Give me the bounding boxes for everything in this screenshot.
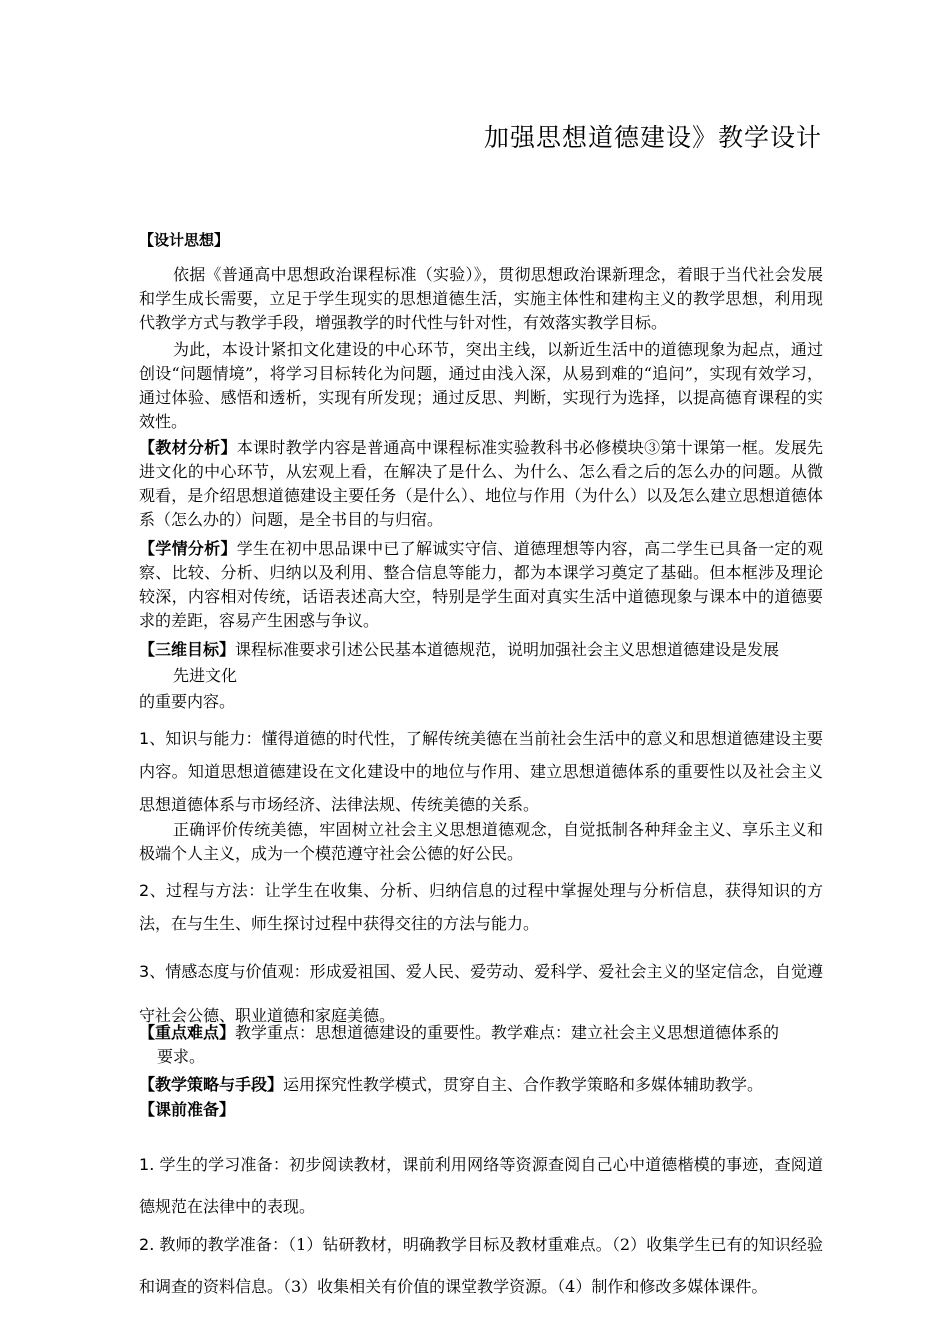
prep-heading-label: 【课前准备】 xyxy=(139,1100,236,1119)
keypoints-continuation: 要求。 xyxy=(157,1047,206,1066)
goal-process xyxy=(139,874,823,940)
goal-1-number: 1 xyxy=(139,729,150,748)
goal-2-number: 2 xyxy=(139,881,150,900)
goal-3-number: 3 xyxy=(139,962,150,981)
goal-1-text: 、知识与能力：懂得道德的时代性，了解传统美德在当前社会生活中的意义和思想道德建设主要内容。知道思想道德建设在文化建设中的地位与作用、建立思想道德体系的重要性以及社会主义思想道德体系与市场经济、法律法规、传统美德的关系。 xyxy=(139,729,823,814)
goals-continuation-2: 的重要内容。 xyxy=(139,692,236,711)
keypoints-label: 【重点难点】 xyxy=(139,1023,236,1042)
student-analysis-label: 【学情分析】 xyxy=(139,539,237,558)
design-heading-label: 【设计思想】 xyxy=(139,231,230,249)
textbook-analysis-label: 【教材分析】 xyxy=(139,438,237,457)
prep-student xyxy=(139,1144,823,1228)
design-heading xyxy=(139,228,823,252)
teaching-strategy xyxy=(139,1073,823,1097)
prep-heading xyxy=(139,1098,823,1122)
three-dimensional-goals xyxy=(139,638,823,662)
textbook-analysis-text: 本课时教学内容是普通高中课程标准实验教科书必修模块③第十课第一框。发展先进文化的中心环节，从宏观上看，在解决了是什么、为什么、怎么看之后的怎么办的问题。从微观看，是介绍思想道德建设主要任务（是什么）、地位与作用（为什么）以及怎么建立思想道德体系（怎么办的）问题，是全书目的与归宿。 xyxy=(139,438,823,529)
prep-1-number: 1 xyxy=(139,1155,150,1174)
design-paragraph-1: 依据《普通高中思想政治课程标准（实验）》，贯彻思想政治课新理念，着眼于当代社会发展和学生成长需要，立足于学生现实的思想道德生活，实施主体性和建构主义的教学思想，利用现代教学方式与教学手段，增强教学的时代性与针对性，有效落实教学目标。 xyxy=(139,265,823,332)
design-paragraph-2: 为此，本设计紧扣文化建设的中心环节，突出主线，以新近生活中的道德现象为起点，通过创设“问题情境”，将学习目标转化为问题，通过由浅入深，从易到难的“追问”，实现有效学习，通过体验、感悟和透析，实现有所发现；通过反思、判断，实现行为选择，以提高德育课程的实效性。 xyxy=(139,340,823,431)
keypoints-text: 教学重点：思想道德建设的重要性。教学难点：建立社会主义思想道德体系的 xyxy=(235,1023,780,1042)
goal-2-text: 、过程与方法：让学生在收集、分析、归纳信息的过程中掌握处理与分析信息，获得知识的方法，在与生生、师生探讨过程中获得交往的方法与能力。 xyxy=(139,881,823,933)
strategy-label: 【教学策略与手段】 xyxy=(139,1075,284,1094)
prep-2-text: . 教师的教学准备：（1）钻研教材，明确教学目标及教材重难点。（2）收集学生已有的知识经验和调查的资料信息。（3）收集相关有价值的课堂教学资源。（4）制作和修改多媒体课件。 xyxy=(139,1235,823,1296)
prep-1-text: . 学生的学习准备：初步阅读教材，课前利用网络等资源查阅自己心中道德楷模的事迹，查阅道德规范在法律中的表现。 xyxy=(139,1155,823,1216)
goal-knowledge xyxy=(139,722,823,821)
student-analysis xyxy=(139,537,823,633)
document-title: 加强思想道德建设》教学设计 xyxy=(484,123,823,152)
textbook-analysis xyxy=(139,436,823,532)
goal-3-text: 、情感态度与价值观：形成爱祖国、爱人民、爱劳动、爱科学、爱社会主义的坚定信念，自觉遵守社会公德、职业道德和家庭美德。 xyxy=(139,962,823,1025)
goal-knowledge-extra: 正确评价传统美德，牢固树立社会主义思想道德观念，自觉抵制各种拜金主义、享乐主义和极端个人主义，成为一个模范遵守社会公德的好公民。 xyxy=(139,820,823,863)
goals-continuation-1: 先进文化 xyxy=(173,666,238,685)
goals-text: 课程标准要求引述公民基本道德规范，说明加强社会主义思想道德建设是发展 xyxy=(235,640,780,659)
strategy-text: 运用探究性教学模式，贯穿自主、合作教学策略和多媒体辅助教学。 xyxy=(283,1075,764,1094)
goals-label: 【三维目标】 xyxy=(139,640,236,659)
prep-2-number: 2 xyxy=(139,1235,150,1254)
key-difficult-points xyxy=(139,1021,823,1045)
student-analysis-text: 学生在初中思品课中已了解诚实守信、道德理想等内容，高二学生已具备一定的观察、比较、分析、归纳以及利用、整合信息等能力，都为本课学习奠定了基础。但本框涉及理论较深，内容相对传统，话语表述高大空，特别是学生面对真实生活中道德现象与课本中的道德要求的差距，容易产生困惑与争议。 xyxy=(139,539,823,630)
prep-teacher xyxy=(139,1224,823,1308)
